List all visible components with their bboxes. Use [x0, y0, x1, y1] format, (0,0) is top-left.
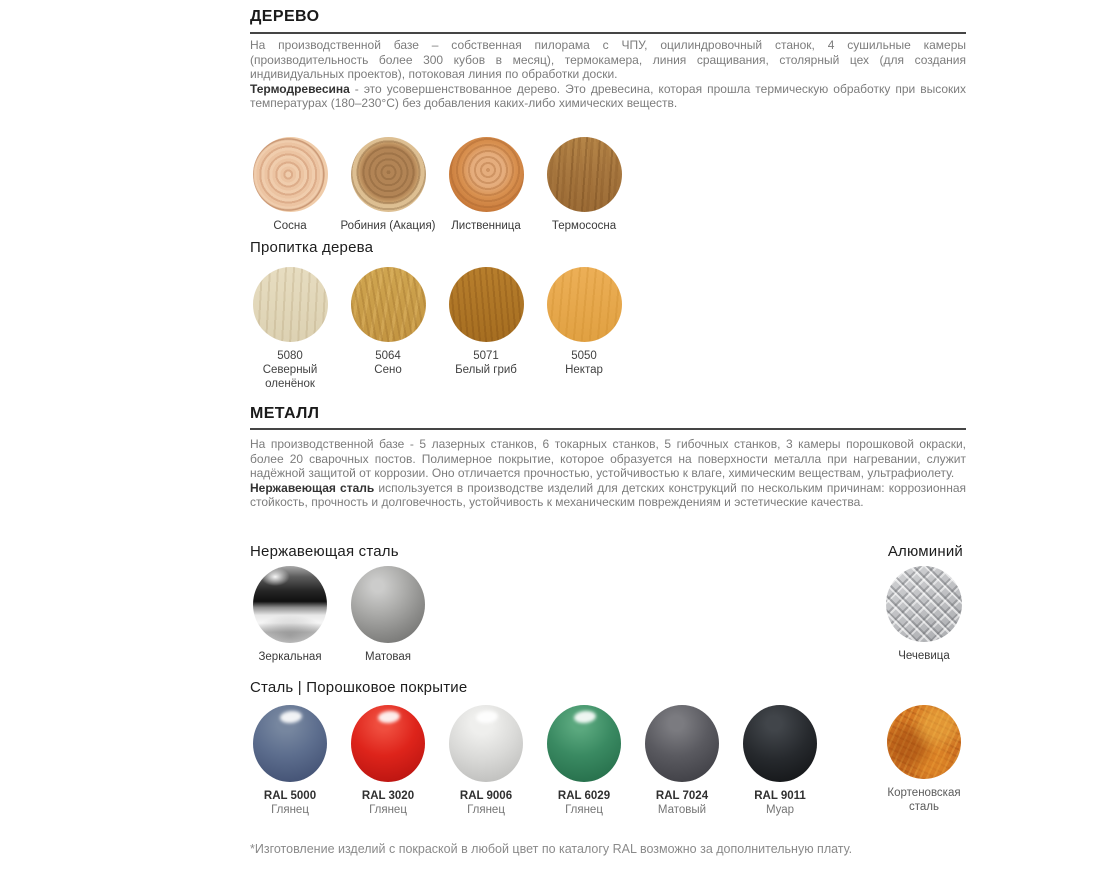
impregnation-label — [431, 349, 541, 377]
aluminum-checker-plate-image — [886, 566, 962, 642]
ral-swatch-9011 — [725, 705, 835, 817]
ral-finish: Глянец — [369, 804, 407, 816]
metal-intro-text: На производственной базе - 5 лазерных станков, 6 токарных станков, 5 гибочных станков, 3 камеры порошковой окраски, более 20 сварочных постов. Полимерное покрытие, которое образуется на поверхности металла при нагревании, служит надёжной защитой от коррозии. Оно отличается прочностью, устойчивостью к влаге, химическим веществам, ультрафиолету. — [250, 437, 966, 480]
impregnation-color-image — [547, 267, 622, 342]
impregnation-color-image — [449, 267, 524, 342]
impregnation-code: 5064 — [375, 350, 401, 362]
stainless-steel-title: Нержавеющая сталь — [250, 543, 399, 560]
corten-steel-swatch — [869, 705, 979, 814]
ral-label — [627, 789, 737, 817]
mirror-steel-sphere-image — [253, 566, 327, 643]
larch-cross-section-image — [449, 137, 524, 212]
wood-swatch-larch — [431, 137, 541, 233]
stainless-label: Зеркальная — [258, 651, 322, 663]
corten-steel-image — [887, 705, 961, 779]
corten-name: Кортеновская сталь — [887, 787, 961, 813]
wood-section-divider — [250, 32, 966, 34]
stainless-lead: Нержавеющая сталь — [250, 480, 375, 495]
stainless-swatch-matte — [333, 566, 443, 664]
wood-intro-paragraph — [250, 38, 966, 82]
wood-swatch-label: Сосна — [273, 220, 307, 232]
wood-swatch-label: Лиственница — [451, 220, 521, 232]
ral-label — [725, 789, 835, 817]
ral-label — [235, 789, 345, 817]
ral-3020-sphere-image — [351, 705, 425, 782]
metal-section-divider — [250, 428, 966, 430]
pine-cross-section-image — [253, 137, 328, 212]
ral-swatch-7024 — [627, 705, 737, 817]
ral-code: RAL 6029 — [557, 790, 611, 802]
ral-6029-sphere-image — [547, 705, 621, 782]
impregnation-color-image — [351, 267, 426, 342]
impregnation-name: Сено — [374, 364, 402, 376]
ral-code: RAL 3020 — [361, 790, 415, 802]
thermowood-lead: Термодревесина — [250, 81, 350, 96]
ral-swatch-3020 — [333, 705, 443, 817]
wood-section-text — [250, 38, 966, 111]
thermowood-paragraph — [250, 82, 966, 111]
impregnation-swatch-5064 — [333, 267, 443, 377]
ral-finish: Матовый — [657, 804, 707, 816]
impregnation-label — [529, 349, 639, 377]
aluminum-title: Алюминий — [887, 543, 963, 560]
metal-section-title: МЕТАЛЛ — [250, 405, 320, 422]
ral-7024-sphere-image — [645, 705, 719, 782]
impregnation-label — [235, 349, 345, 391]
wood-section-title: ДЕРЕВО — [250, 8, 320, 25]
ral-swatch-9006 — [431, 705, 541, 817]
matte-steel-sphere-image — [351, 566, 425, 643]
catalog-page — [250, 0, 966, 879]
ral-code: RAL 5000 — [263, 790, 317, 802]
ral-finish: Глянец — [271, 804, 309, 816]
ral-label — [529, 789, 639, 817]
aluminum-label: Чечевица — [898, 650, 950, 662]
stainless-label: Матовая — [365, 651, 411, 663]
ral-code: RAL 9011 — [754, 790, 806, 802]
wood-swatch-pine — [235, 137, 345, 233]
ral-9006-sphere-image — [449, 705, 523, 782]
ral-footnote: *Изготовление изделий с покраской в любой цвет по каталогу RAL возможно за дополнительную плату. — [250, 842, 853, 856]
ral-finish: Глянец — [565, 804, 603, 816]
ral-swatch-5000 — [235, 705, 345, 817]
ral-swatch-6029 — [529, 705, 639, 817]
wood-intro-text: На производственной базе – собственная пилорама с ЧПУ, оцилиндровочный станок, 4 сушильные камеры (производительность более 300 кубов в месяц), термокамера, линия сращивания, столярный цех (для создания индивидуальных проектов), потоковая линия по обработки доски. — [250, 38, 966, 81]
impregnation-swatch-5050 — [529, 267, 639, 377]
ral-5000-sphere-image — [253, 705, 327, 782]
powder-coating-title: Сталь | Порошковое покрытие — [250, 679, 468, 696]
impregnation-code: 5071 — [473, 350, 499, 362]
aluminum-swatch-lentil — [869, 566, 979, 663]
thermopine-grain-image — [547, 137, 622, 212]
ral-finish: Муар — [765, 804, 795, 816]
wood-swatch-label: Термососна — [551, 220, 617, 232]
corten-label — [869, 786, 979, 814]
wood-swatch-robinia — [333, 137, 443, 233]
impregnation-label — [333, 349, 443, 377]
impregnation-name: Нектар — [565, 364, 603, 376]
stainless-text: используется в производстве изделий для детских конструкций по нескольким причинам: коррозионная стойкость, прочность и долговечность, устойчивость к механическим повреждениям и эстетические качества. — [250, 480, 966, 509]
stainless-paragraph — [250, 481, 966, 510]
ral-code: RAL 9006 — [459, 790, 513, 802]
thermowood-text: - это усовершенствованное дерево. Это древесина, которая прошла термическую обработку при высоких температурах (180–230°С) без добавления каких-либо химических веществ. — [250, 81, 966, 110]
metal-section-text — [250, 437, 966, 510]
wood-swatch-label: Робиния (Акация) — [340, 220, 436, 232]
ral-9011-sphere-image — [743, 705, 817, 782]
ral-label — [431, 789, 541, 817]
impregnation-swatch-5071 — [431, 267, 541, 377]
impregnation-swatch-5080 — [235, 267, 345, 391]
ral-finish: Глянец — [467, 804, 505, 816]
ral-label — [333, 789, 443, 817]
metal-intro-paragraph — [250, 437, 966, 481]
impregnation-code: 5080 — [277, 350, 303, 362]
stainless-swatch-mirror — [235, 566, 345, 664]
impregnation-name: Белый гриб — [455, 364, 517, 376]
impregnation-title: Пропитка дерева — [250, 239, 374, 256]
impregnation-code: 5050 — [571, 350, 597, 362]
robinia-cross-section-image — [351, 137, 426, 212]
impregnation-name: Северный оленёнок — [262, 364, 318, 390]
wood-swatch-thermopine — [529, 137, 639, 233]
ral-code: RAL 7024 — [655, 790, 709, 802]
impregnation-color-image — [253, 267, 328, 342]
